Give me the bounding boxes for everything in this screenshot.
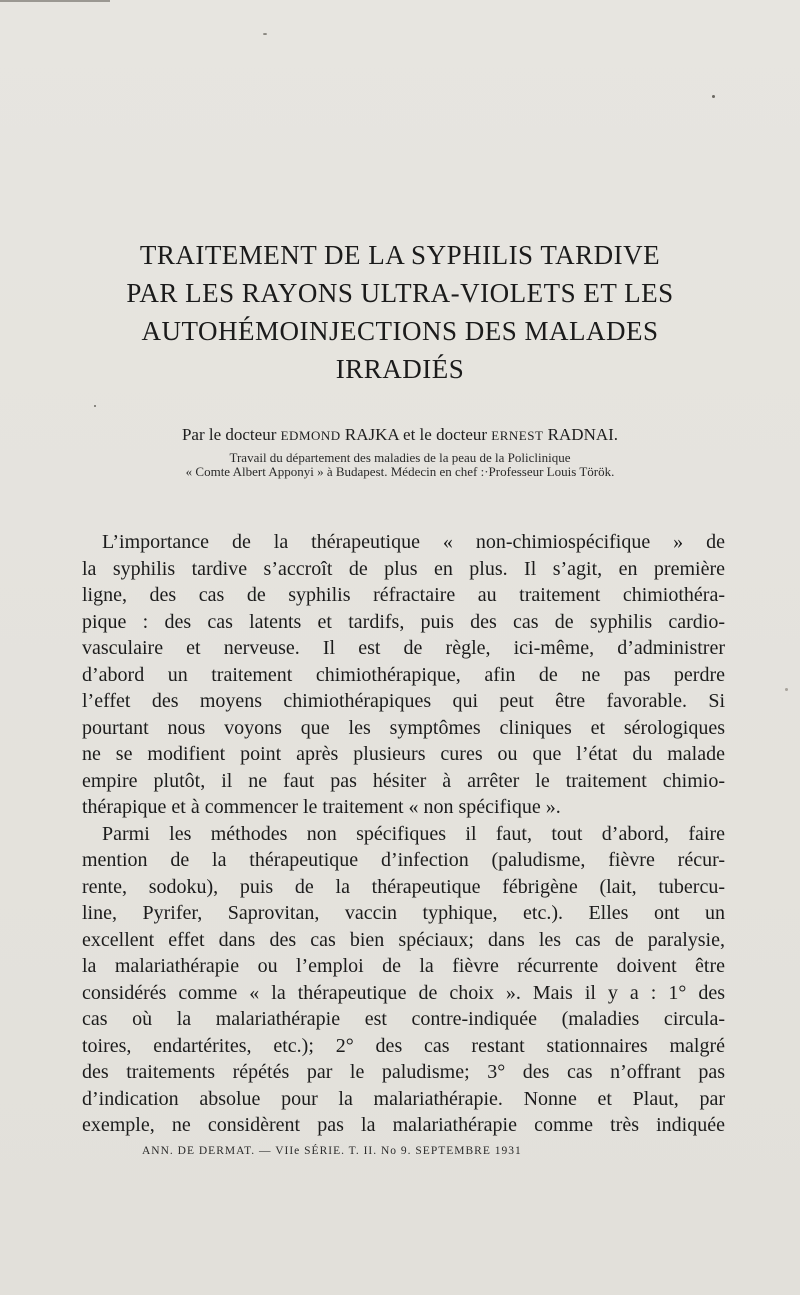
body-line: excellent effet dans des cas bien spéciaux; dans les cas de paralysie, [82,928,725,951]
body-line: rente, sodoku), puis de la thérapeutique fébrigène (lait, tubercu- [82,875,725,898]
journal-footer: ANN. DE DERMAT. — VIIe SÉRIE. T. II. No 9. SEPTEMBRE 1931 [142,1145,522,1157]
body-line: pique : des cas latents et tardifs, puis des cas de syphilis cardio- [82,610,725,633]
body-line: empire plutôt, il ne faut pas hésiter à arrêter le traitement chimio- [82,769,725,792]
paper-speck [263,33,267,35]
author-byline [60,425,740,446]
body-line: Parmi les méthodes non spécifiques il faut, tout d’abord, faire [102,822,725,845]
byline-connector: et le docteur [403,425,488,444]
paper-speck [712,95,715,98]
article-title [40,236,760,388]
author1-first-name: EDMOND [280,428,341,443]
body-line: L’importance de la thérapeutique « non-chimiospécifique » de [102,531,725,553]
body-line: considérés comme « la thérapeutique de choix ». Mais il y a : 1° des [82,981,725,1004]
paper-speck [94,405,96,407]
body-line: ne se modifient point après plusieurs cures ou que l’état du malade [82,743,725,765]
paper-speck [785,688,788,691]
article-body [82,529,725,1139]
body-line: ligne, des cas de syphilis réfractaire au traitement chimiothéra- [82,584,725,606]
body-line: pourtant nous voyons que les symptômes cliniques et sérologiques [82,716,725,739]
title-line: PAR LES RAYONS ULTRA-VIOLETS ET LES [126,278,674,308]
body-line: l’effet des moyens chimiothérapiques qui peut être favorable. Si [82,690,725,712]
body-line: vasculaire et nerveuse. Il est de règle, ici-même, d’administrer [82,637,725,659]
affiliation-line: « Comte Albert Apponyi » à Budapest. Médecin en chef :·Professeur Louis Török. [185,464,615,479]
author1-last-name: RAJKA [344,425,399,444]
author2-last-name: RADNAI. [547,425,619,444]
body-line: toires, endartérites, etc.); 2° des cas restant stationnaires malgré [82,1034,725,1057]
title-line: IRRADIÉS [335,354,465,384]
body-line: la syphilis tardive s’accroît de plus en plus. Il s’agit, en première [82,557,725,580]
body-line: d’indication absolue pour la malariathérapie. Nonne et Plaut, par [82,1087,725,1110]
body-line: exemple, ne considèrent pas la malariathérapie comme très indiquée [82,1114,725,1136]
author2-first-name: ERNEST [491,428,544,443]
body-line: d’abord un traitement chimiothérapique, afin de ne pas perdre [82,663,725,686]
title-line: AUTOHÉMOINJECTIONS DES MALADES [141,316,659,346]
body-line: cas où la malariathérapie est contre-indiquée (maladies circula- [82,1008,725,1030]
affiliation-line: Travail du département des maladies de la peau de la Policlinique [229,450,571,465]
byline-prefix: Par le docteur [181,425,277,444]
top-edge-rule [0,0,110,2]
body-line: mention de la thérapeutique d’infection (paludisme, fièvre récur- [82,849,725,871]
body-line: des traitements répétés par le paludisme; 3° des cas n’offrant pas [82,1061,725,1083]
body-line: thérapique et à commencer le traitement « non spécifique ». [82,796,561,818]
body-line: la malariathérapie ou l’emploi de la fièvre récurrente doivent être [82,955,725,977]
title-line: TRAITEMENT DE LA SYPHILIS TARDIVE [139,240,661,270]
body-line: line, Pyrifer, Saprovitan, vaccin typhique, etc.). Elles ont un [82,902,725,924]
